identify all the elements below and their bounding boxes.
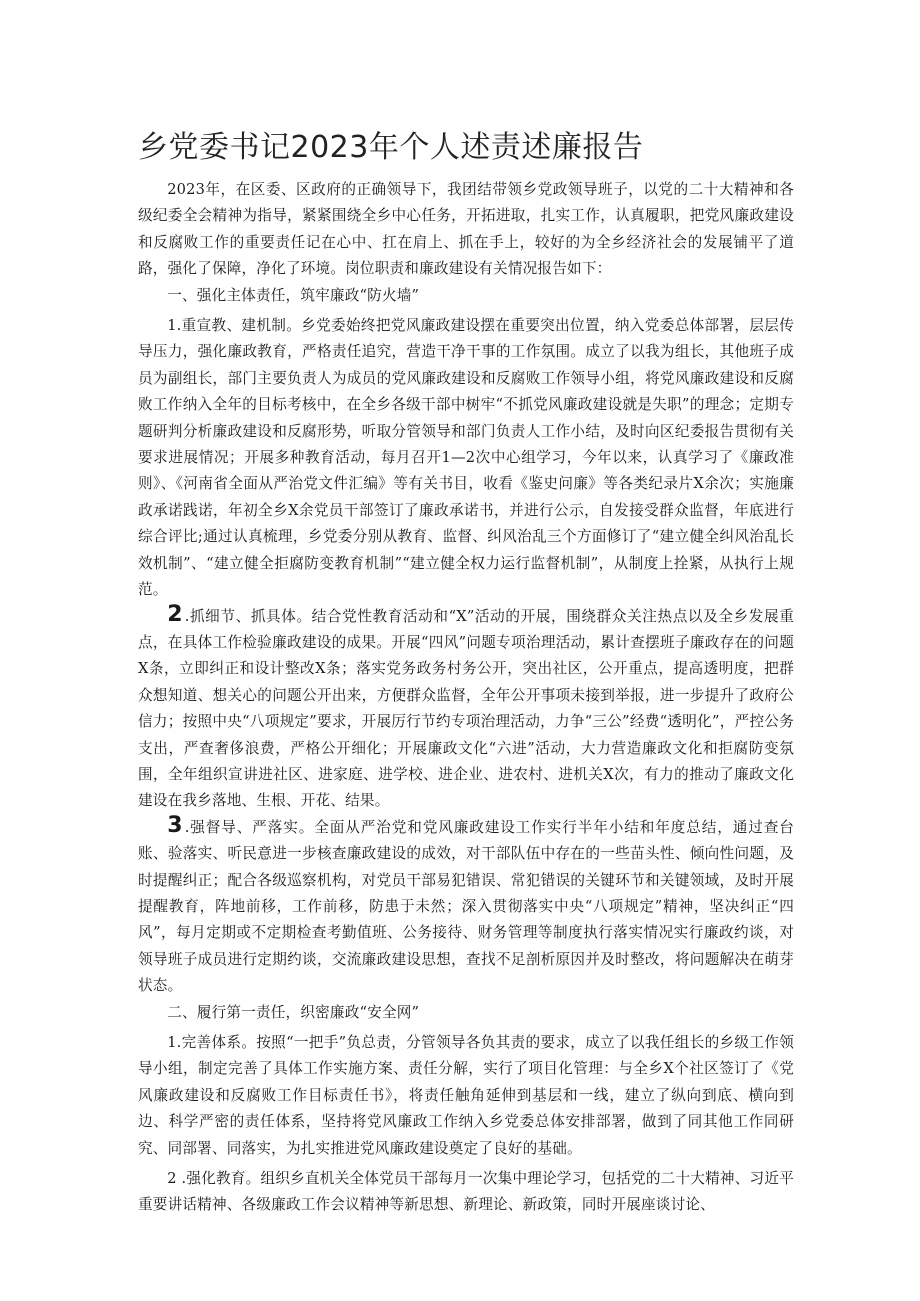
item-1-3-paragraph bbox=[138, 812, 794, 1000]
item-1-2-paragraph bbox=[138, 601, 794, 815]
document-body bbox=[138, 177, 794, 1219]
item-text: .抓细节、抓具体。结合党性教育活动和“X”活动的开展，围绕群众关注热点以及全乡发展重点，在具体工作检验廉政建设的成果。开展“四风”问题专项治理活动，累计查摆班子廉政存在的问题X条，立即纠正和设计整改X条；落实党务政务村务公开，突出社区，公开重点，提高透明度，把群众想知道、想关心的问题公开出来，方便群众监督，全年公开事项未接到举报，进一步提升了政府公信力；按照中央“八项规定”要求，开展厉行节约专项治理活动，力争“三公”经费“透明化”，严控公务支出，严查奢侈浪费，严格公开细化；开展廉政文化“六进”活动，大力营造廉政文化和拒腐防变氛围，全年组织宣讲进社区、进家庭、进学校、进企业、进农村、进机关X次，有力的推动了廉政文化建设在我乡落地、生根、开花、结果。 bbox=[138, 607, 794, 810]
item-2-1-paragraph: 1.完善体系。按照“一把手”负总责，分管领导各负其责的要求，成立了以我任组长的乡级工作领导小组，制定完善了具体工作实施方案、责任分解，实行了项目化管理：与全乡X个社区签订了《党风廉政建设和反腐败工作目标责任书》，将责任触角延伸到基层和一线，建立了纵向到底、横向到边、科学严密的责任体系，坚持将党风廉政工作纳入乡党委总体安排部署，做到了同其他工作同研究、同部署、同落实，为扎实推进党风廉政建设奠定了良好的基础。 bbox=[138, 1034, 794, 1157]
document-page bbox=[138, 0, 794, 1301]
section-heading-1: 一、强化主体责任，筑牢廉政“防火墙” bbox=[167, 286, 420, 304]
item-1-1-paragraph: 1.重宣教、建机制。乡党委始终把党风廉政建设摆在重要突出位置，纳入党委总体部署，层层传导压力，强化廉政教育，严格责任追究，营造干净干事的工作氛围。成立了以我为组长，其他班子成员为副组长，部门主要负责人为成员的党风廉政建设和反腐败工作领导小组，将党风廉政建设和反腐败工作纳入全年的目标考核中，在全乡各级干部中树牢“不抓党风廉政建设就是失职”的理念；定期专题研判分析廉政建设和反腐形势，听取分管领导和部门负责人工作小结，及时向区纪委报告贯彻有关要求进展情况；开展多种教育活动，每月召开1—2次中心组学习，今年以来，认真学习了《廉政准则》、《河南省全面从严治党文件汇编》等有关书目，收看《鉴史问廉》等各类纪录片X余次；实施廉政承诺践诺，年初全乡X余党员干部签订了廉政承诺书，并进行公示，自发接受群众监督，年底进行综合评比;通过认真梳理，乡党委分别从教育、监督、纠风治乱三个方面修订了“建立健全纠风治乱长效机制”、“建立健全拒腐防变教育机制”“建立健全权力运行监督机制”，从制度上拴紧，从执行上规范。 bbox=[138, 317, 794, 599]
item-number: 2 bbox=[167, 601, 183, 627]
item-text: .强督导、严落实。全面从严治党和党风廉政建设工作实行半年小结和年度总结，通过查台账、验落实、听民意进一步核查廉政建设的成效，对干部队伍中存在的一些苗头性、倾向性问题，及时提醒纠正；配合各级巡察机构，对党员干部易犯错误、常犯错误的关键环节和关键领域，及时开展提醒教育，阵地前移，工作前移，防患于未然；深入贯彻落实中央“八项规定”精神，坚决纠正“四风”，每月定期或不定期检查考勤值班、公务接待、财务管理等制度执行落实情况实行廉政约谈，对领导班子成员进行定期约谈，交流廉政建设思想，查找不足剖析原因并及时整改，将问题解决在萌芽状态。 bbox=[138, 818, 794, 995]
item-2-2-paragraph: 2 .强化教育。组织乡直机关全体党员干部每月一次集中理论学习，包括党的二十大精神、习近平重要讲话精神、各级廉政工作会议精神等新思想、新理论、新政策，同时开展座谈讨论、 bbox=[138, 1170, 794, 1214]
intro-paragraph: 2023年，在区委、区政府的正确领导下，我团结带领乡党政领导班子，以党的二十大精神和各级纪委全会精神为指导，紧紧围绕全乡中心任务，开拓进取，扎实工作，认真履职，把党风廉政建设和反腐败工作的重要责任记在心中、扛在肩上、抓在手上，较好的为全乡经济社会的发展铺平了道路，强化了保障，净化了环境。岗位职责和廉政建设有关情况报告如下： bbox=[138, 181, 794, 278]
section-heading-2: 二、履行第一责任，织密廉政“安全网” bbox=[167, 1003, 420, 1021]
item-number: 3 bbox=[167, 812, 183, 838]
document-title: 乡党委书记2023年个人述责述廉报告 bbox=[138, 130, 644, 165]
